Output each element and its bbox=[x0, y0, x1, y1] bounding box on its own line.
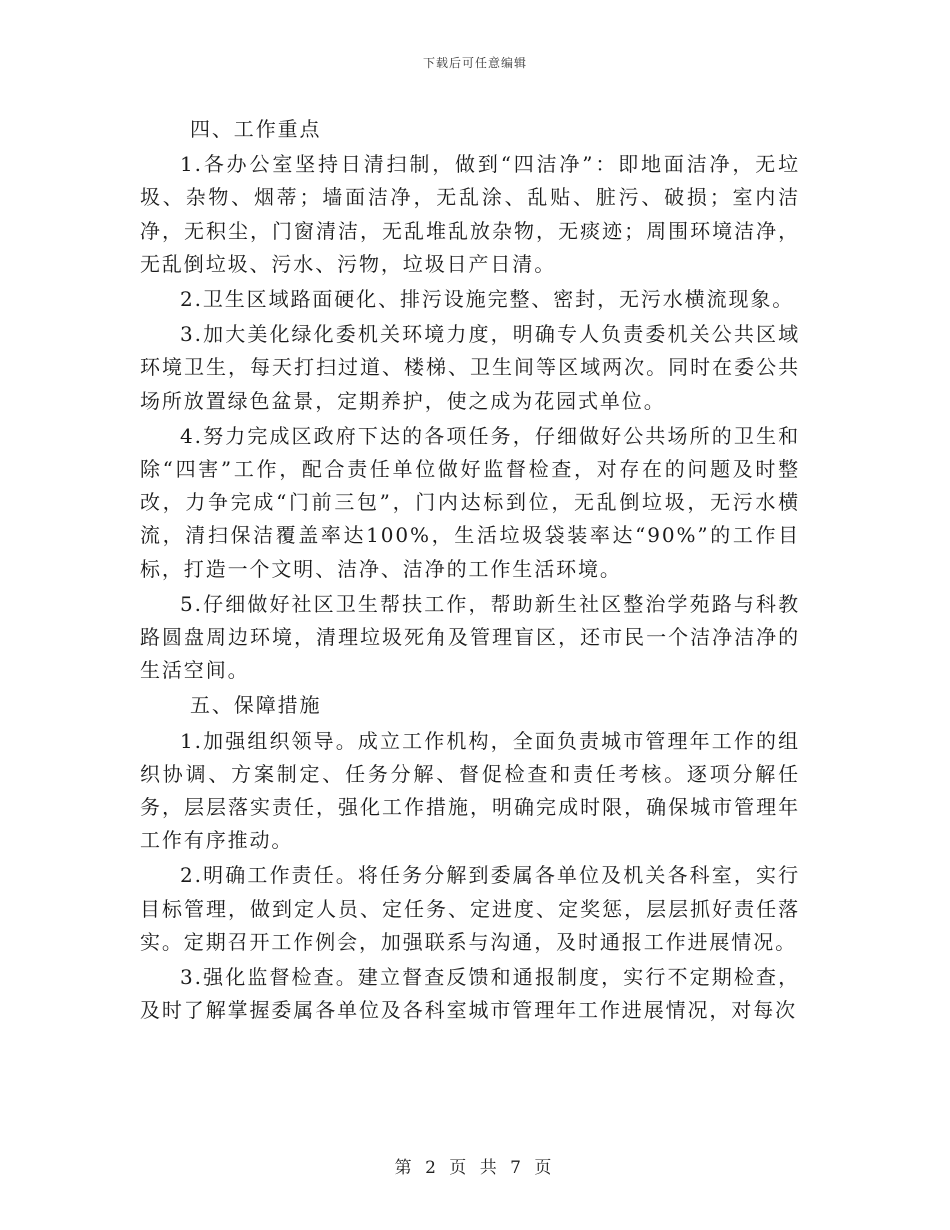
section-heading-work-focus: 四、工作重点 bbox=[190, 117, 322, 141]
paragraph: 2.明确工作责任。将任务分解到委属各单位及机关各科室，实行目标管理，做到定人员、定任务、定进度、定奖惩，层层抓好责任落实。定期召开工作例会，加强联系与沟通，及时通报工作进展情况。 bbox=[140, 863, 800, 954]
paragraph: 1.各办公室坚持日清扫制，做到“四洁净”：即地面洁净，无垃圾、杂物、烟蒂；墙面洁净，无乱涂、乱贴、脏污、破损；室内洁净，无积尘，门窗清洁，无乱堆乱放杂物，无痰迹；周围环境洁净，无乱倒垃圾、污水、污物，垃圾日产日清。 bbox=[140, 152, 800, 276]
page-number: 第 2 页 共 7 页 bbox=[394, 1158, 556, 1178]
page-header-note: 下载后可任意编辑 bbox=[422, 56, 527, 70]
section-heading-safeguards: 五、保障措施 bbox=[190, 693, 322, 718]
document-body bbox=[140, 113, 800, 1029]
paragraph: 4.努力完成区政府下达的各项任务，仔细做好公共场所的卫生和除“四害”工作，配合责任单位做好监督检查，对存在的问题及时整改，力争完成“门前三包”，门内达标到位，无乱倒垃圾，无污水横流，清扫保洁覆盖率达100%，生活垃圾袋装率达“90%”的工作目标，打造一个文明、洁净、洁净的工作生活环境。 bbox=[140, 423, 800, 581]
paragraph: 2.卫生区域路面硬化、排污设施完整、密封，无污水横流现象。 bbox=[180, 287, 795, 312]
paragraph: 1.加强组织领导。成立工作机构，全面负责城市管理年工作的组织协调、方案制定、任务分解、督促检查和责任考核。逐项分解任务，层层落实责任，强化工作措施，明确完成时限，确保城市管理年工作有序推动。 bbox=[140, 728, 800, 853]
paragraph: 3.强化监督检查。建立督查反馈和通报制度，实行不定期检查，及时了解掌握委属各单位及各科室城市管理年工作进展情况，对每次 bbox=[140, 965, 800, 1023]
paragraph: 3.加大美化绿化委机关环境力度，明确专人负责委机关公共区域环境卫生，每天打扫过道、楼梯、卫生间等区域两次。同时在委公共场所放置绿色盆景，定期养护，使之成为花园式单位。 bbox=[140, 322, 800, 413]
paragraph: 5.仔细做好社区卫生帮扶工作，帮助新生社区整治学苑路与科教路圆盘周边环境，清理垃圾死角及管理盲区，还市民一个洁净洁净的生活空间。 bbox=[140, 591, 800, 683]
